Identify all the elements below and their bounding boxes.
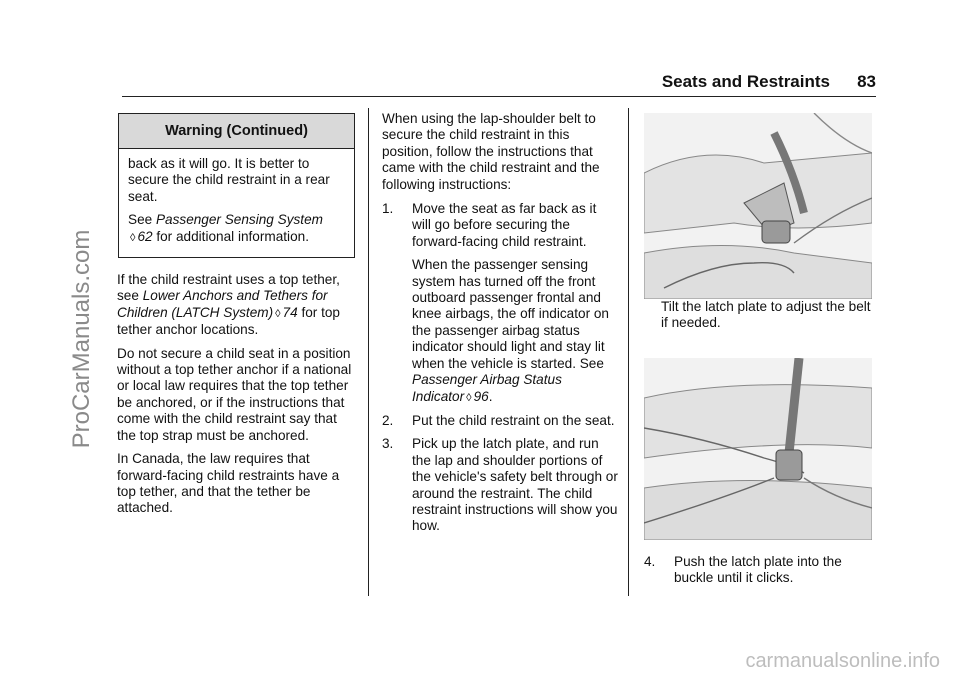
step-number: 4. (644, 553, 656, 569)
list-item (644, 554, 872, 587)
list-item (382, 413, 618, 429)
cross-reference-link[interactable]: Passenger Airbag Status Indicator (412, 372, 562, 404)
column-left (117, 113, 355, 524)
column-divider (628, 108, 629, 596)
step-subparagraph: When the passenger sensing system has turned off the front outboard passenger frontal and knee airbags, the off indicator on the passenger airbag status indicator should light and stay lit when the vehicle is started. See Passenger Airbag Status Indicator ◊ 96. (412, 257, 609, 404)
step-number: 3. (382, 436, 394, 452)
warning-title: Warning (Continued) (119, 114, 354, 149)
page-ref[interactable]: 96 (473, 388, 489, 404)
cross-reference-link[interactable]: Lower Anchors and Tethers for Children (LATCH System) (117, 288, 328, 320)
paragraph: In Canada, the law requires that forward-facing child restraints have a top tether, and that the tether be attached. (117, 451, 340, 516)
side-watermark: ProCarManuals.com (68, 229, 95, 449)
intro-paragraph: When using the lap-shoulder belt to secure the child restraint in this position, follow the instructions that came with the child restraint and the following instructions: (382, 111, 600, 192)
warning-box (118, 113, 355, 258)
cross-reference-link[interactable]: Passenger Sensing System (155, 212, 323, 228)
column-divider (368, 108, 369, 596)
step-number: 2. (382, 412, 394, 428)
page-ref-icon: ◊ (466, 391, 472, 404)
section-title: Seats and Restraints (661, 72, 830, 91)
page-ref[interactable]: 62 (137, 228, 153, 244)
paragraph: If the child restraint uses a top tether, see Lower Anchors and Tethers for Children (LATCH System) ◊ 74 for top tether anchor locations. (117, 272, 340, 338)
paragraph: Do not secure a child seat in a position without a top tether anchor if a national or local law requires that the top tether be anchored, or if the instructions that come with the child restraint say that the top strap must be anchored. (117, 345, 352, 443)
page-number: 83 (857, 72, 876, 91)
step-text: Pick up the latch plate, and run the lap and shoulder portions of the vehicle's safety belt through or around the restraint. The child restraint instructions will show you how. (412, 436, 618, 534)
column-middle (382, 111, 618, 542)
instruction-steps (382, 201, 618, 535)
warning-body (119, 149, 354, 257)
step-text: Move the seat as far back as it will go before securing the forward-facing child restraint. (412, 201, 597, 249)
warning-paragraph: back as it will go. It is better to secure the child restraint in a rear seat. (128, 156, 330, 204)
belt-routing-illustration (644, 358, 872, 540)
page-ref-icon: ◊ (275, 307, 281, 320)
page-ref-icon: ◊ (130, 231, 136, 244)
list-item (382, 436, 618, 534)
page-header (122, 70, 876, 97)
list-item (382, 201, 618, 406)
figure-caption: Tilt the latch plate to adjust the belt if needed. (661, 299, 871, 331)
step-number: 1. (382, 201, 394, 217)
bottom-watermark: carmanualsonline.info (745, 650, 940, 672)
warning-reference: See Passenger Sensing System ◊ 62 for additional information. (128, 212, 323, 244)
latch-plate-tilt-illustration (644, 113, 872, 299)
column-right (644, 113, 872, 587)
step-text: Put the child restraint on the seat. (412, 412, 615, 428)
step-text: Push the latch plate into the buckle until it clicks. (674, 553, 842, 586)
page-ref[interactable]: 74 (282, 304, 298, 320)
